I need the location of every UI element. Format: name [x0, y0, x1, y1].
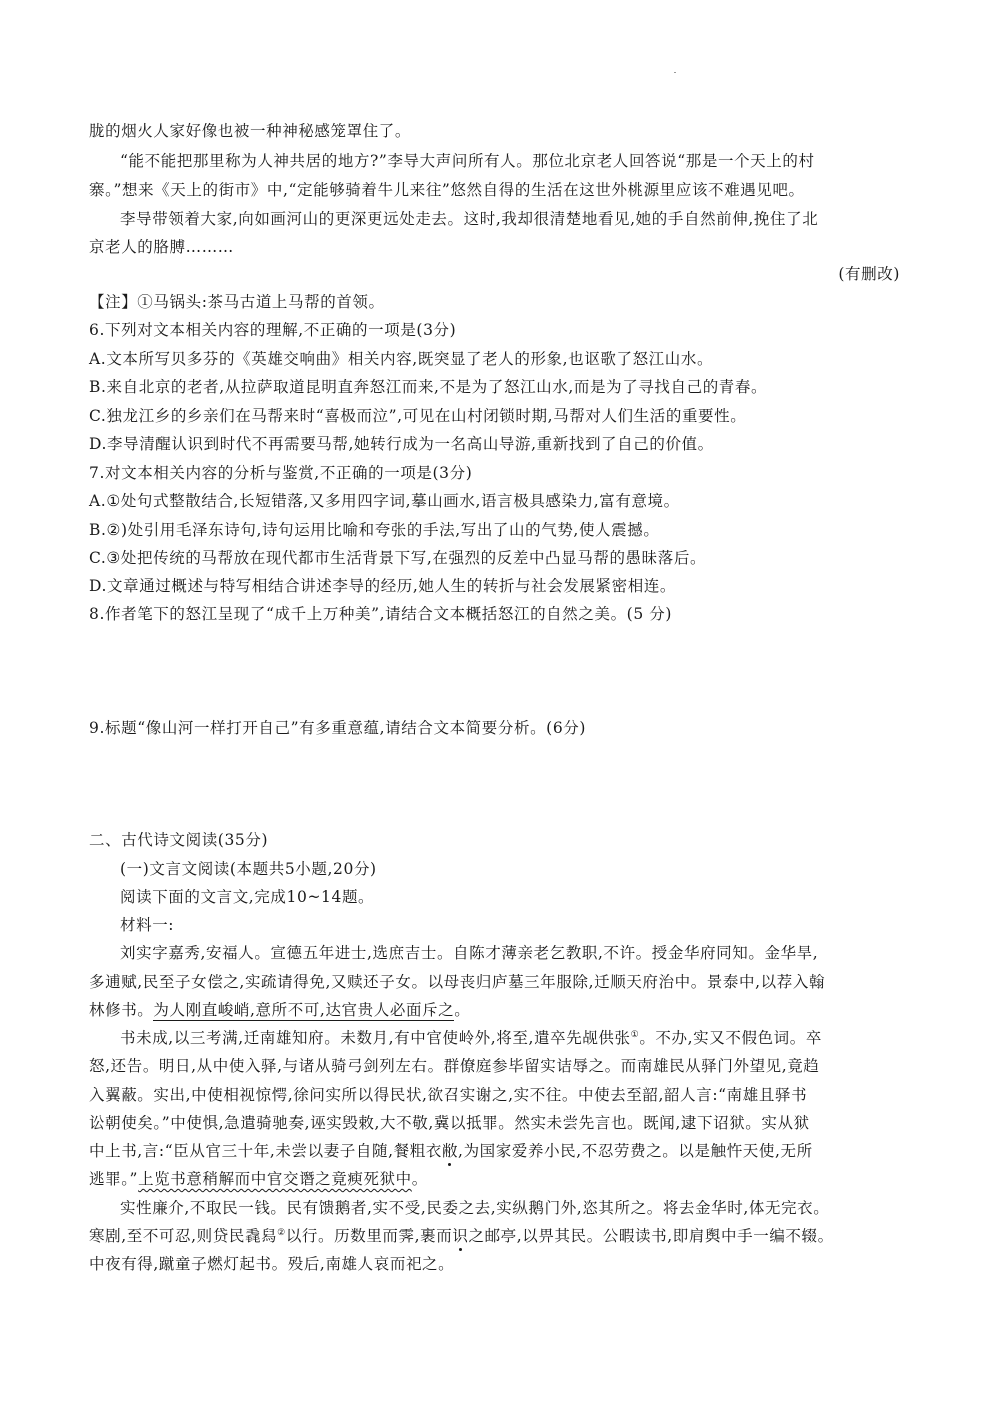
text-span: ,为国家爱养小民,不忍劳费之。以是触忤天使,无所: [458, 1142, 813, 1160]
question-6-option-c: C.独龙江乡的乡亲们在马帮来时“喜极而泣”,可见在山村闭锁时期,马帮对人们生活的重要性。: [89, 407, 747, 425]
text-span: 书未成,以三考满,迁南雄知府。未数月,有中官使岭外,将至,遣卒先觇供张: [120, 1029, 631, 1047]
dotted-character: 识: [452, 1227, 469, 1245]
paragraph-line: 李导带领着大家,向如画河山的更深更远处走去。这时,我却很清楚地看见,她的手自然前伸,挽住了北: [120, 210, 819, 228]
classical-text-line: 刘实字嘉秀,安福人。宣德五年进士,选庶吉士。自陈才薄亲老乞教职,不许。授金华府同知。金华旱,: [120, 944, 819, 962]
scan-mark: [674, 72, 676, 73]
text-span: 中上书,言:“臣从官三十年,未尝以妻子自随,餐粗衣: [89, 1142, 442, 1160]
classical-text-line: 实性廉介,不取民一钱。民有馈鹅者,实不受,民委之去,实纵鹅门外,恣其所之。将去金华时,体无完衣。: [120, 1199, 830, 1217]
footnote: 【注】①马锅头:茶马古道上马帮的首领。: [89, 293, 385, 311]
text-span: 寒剧,至不可忍,则贷民毳舄: [89, 1227, 278, 1245]
text-span: 林修书。: [89, 1001, 154, 1019]
text-span: 以行。历数里而霁,裹而: [285, 1227, 453, 1245]
wavy-underlined-sentence: 上览书意稍解而中官交谮之竟瘐死狱中: [138, 1170, 412, 1188]
footnote-marker: ①: [630, 1029, 640, 1040]
material-label: 材料一:: [120, 916, 175, 934]
paragraph-line: 寨。”想来《天上的街市》中,“定能够骑着牛儿来往”悠然自得的生活在这世外桃源里应该不难遇见吧。: [89, 181, 805, 199]
classical-text-line: [89, 1226, 909, 1246]
question-6-option-d: D.李导清醒认识到时代不再需要马帮,她转行成为一名高山导游,重新找到了自己的价值。: [89, 435, 714, 453]
classical-text-line: [89, 1000, 909, 1020]
paragraph-line: 京老人的胳膊………: [89, 238, 234, 256]
classical-text-line: [89, 1169, 909, 1189]
classical-text-line: [120, 1028, 910, 1048]
classical-text-line: 讼朝使矣。”中使惧,急遣骑驰奏,诬实毁敕,大不敬,冀以抵罪。然实未尝先言也。既闻,逮下诏狱。实从狱: [89, 1114, 810, 1132]
question-8: 8.作者笔下的怒江呈现了“成千上万种美”,请结合文本概括怒江的自然之美。(5 分): [89, 605, 673, 623]
question-7-option-b: B.②)处引用毛泽东诗句,诗句运用比喻和夸张的手法,写出了山的气势,使人震撼。: [89, 521, 660, 539]
text-span: 。: [454, 1001, 471, 1019]
paragraph-line: 胧的烟火人家好像也被一种神秘感笼罩住了。: [89, 122, 412, 140]
question-7-option-a: A.①处句式整散结合,长短错落,又多用四字词,摹山画水,语言极具感染力,富有意境。: [89, 492, 680, 510]
text-span: 。: [411, 1170, 428, 1188]
paragraph-line: “能不能把那里称为人神共居的地方?”李导大声问所有人。那位北京老人回答说“那是一个天上的村: [120, 152, 815, 170]
section-heading: 二、古代诗文阅读(35分): [89, 831, 269, 849]
underlined-sentence: 为人刚直峻峭,意所不可,达官贵人必面斥之: [153, 1001, 455, 1019]
classical-text-line: 中夜有得,蹴童子燃灯起书。殁后,南雄人哀而祀之。: [89, 1255, 455, 1273]
subsection-heading: (一)文言文阅读(本题共5小题,20分): [120, 860, 377, 878]
question-7-option-c: C.③处把传统的马帮放在现代都市生活背景下写,在强烈的反差中凸显马帮的愚昧落后。: [89, 549, 707, 567]
question-7: 7.对文本相关内容的分析与鉴赏,不正确的一项是(3分): [89, 464, 473, 482]
text-span: 逃罪。”: [89, 1170, 139, 1188]
text-span: 。不办,实又不假色词。卒: [639, 1029, 822, 1047]
text-span: 之邮亭,以畀其民。公暇读书,即肩舆中手一编不辍。: [468, 1227, 834, 1245]
question-6-option-a: A.文本所写贝多芬的《英雄交响曲》相关内容,既突显了老人的形象,也讴歌了怒江山水。: [89, 350, 714, 368]
classical-text-line: [89, 1141, 909, 1161]
classical-text-line: 怒,还告。明日,从中使入驿,与诸从骑弓剑列左右。群僚庭参毕留实诘辱之。而南雄民从驿门外望见,竟趋: [89, 1057, 820, 1075]
question-6: 6.下列对文本相关内容的理解,不正确的一项是(3分): [89, 321, 457, 339]
reading-instruction: 阅读下面的文言文,完成10~14题。: [120, 888, 375, 906]
classical-text-line: 多逋赋,民至子女偿之,实疏请得免,又赎还子女。以母丧归庐墓三年服除,迁顺天府治中。景泰中,以荐入翰: [89, 973, 826, 991]
question-9: 9.标题“像山河一样打开自己”有多重意蕴,请结合文本简要分析。(6分): [89, 719, 587, 737]
dotted-character: 敝: [441, 1142, 459, 1160]
footnote-marker: ②: [277, 1227, 286, 1238]
question-6-option-b: B.来自北京的老者,从拉萨取道昆明直奔怒江而来,不是为了怒江山水,而是为了寻找自己的青春。: [89, 378, 768, 396]
question-7-option-d: D.文章通过概述与特写相结合讲述李导的经历,她人生的转折与社会发展紧密相连。: [89, 577, 677, 595]
edited-note: (有删改): [838, 265, 900, 283]
classical-text-line: 入翼蔽。实出,中使相视惊愕,徐问实所以得民状,欲召实谢之,实不往。中使去至韶,韶人言:“南雄且驿书: [89, 1086, 808, 1104]
